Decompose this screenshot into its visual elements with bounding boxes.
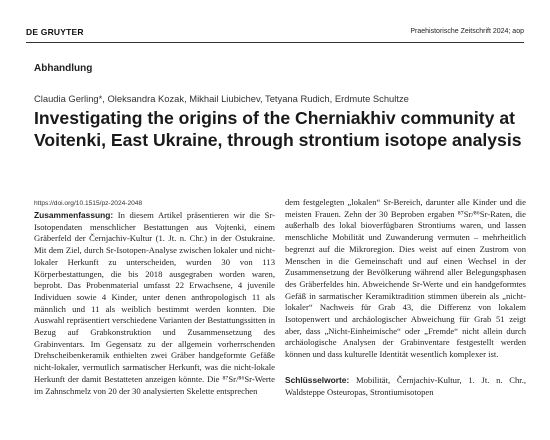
article-section: Abhandlung: [34, 63, 93, 74]
article-title: Investigating the origins of the Cherniakhiv community at Voitenki, East Ukraine, through strontium isotope analysis: [34, 108, 522, 150]
keywords-block: [285, 375, 526, 398]
abstract-column-right: [285, 197, 526, 398]
page-header: [26, 27, 524, 41]
author-list: Claudia Gerling*, Oleksandra Kozak, Mikhail Liubichev, Tetyana Rudich, Erdmute Schultze: [34, 93, 409, 104]
abstract-column-left: [34, 210, 275, 397]
publisher-name: DE GRUYTER: [26, 27, 84, 37]
doi-link[interactable]: https://doi.org/10.1515/pz-2024-2048: [34, 200, 143, 207]
abstract-text-left: In diesem Artikel präsentieren wir die Sr-Isotopendaten menschlicher Bestattungen aus Vojtenki, einem Gräberfeld der Černjachiv-Kultur (1. Jt. n. Chr.) in der Ostukraine. Mit dem Ziel, durch Sr-Isotopen-Analyse zwischen lokaler und nicht-lokaler Herkunft zu unterscheiden, wurden 30 von 113 Körperbestattungen, die bis 2018 ausgegraben worden waren, beprobt. Das Probenmaterial umfasst 22 Erwachsene, 4 juvenile Individuen sowie 4 Kinder, unter denen anthropologisch 11 als männlich und 11 als weiblich bestimmt werden konnten. Die Auswahl repräsentiert verschiedene Varianten der Bestattungssitten in Bezug auf Grabkonstruktion und Zusammensetzung des Grabinventars. Im Gegensatz zu der allgemein vorherrschenden Drehscheibenkeramik enthielten zwei Gräber handgeformte Gefäße nicht-lokaler, vermutlich sarmatischer Herkunft, was die nicht-lokale Herkunft der damit Bestatteten anzeigen könnte. Die ⁸⁷Sr/⁸⁶Sr-Werte im Zahnschmelz von 20 der 30 analysierten Skelette entsprechen: [34, 210, 275, 396]
header-rule: [26, 42, 524, 43]
abstract-text-right: dem festgelegten „lokalen“ Sr-Bereich, darunter alle Kinder und die meisten Frauen. Zehn der 30 Beproben ergaben ⁸⁷Sr/⁸⁶Sr-Raten, die außerhalb des lokal bioverfügbaren Strontiums waren, und lassen menschliche Mobilität und Zuwanderung vermuten – mehrheitlich begrenzt auf die Mikroregion. Dies weist auf einen Zustrom von Menschen in die Gemeinschaft und auf einen Wechsel in der Zusammensetzung der Bevölkerung während aller Belegungsphasen des Gräberfeldes hin. Abweichende Sr-Werte und ein handgeformtes Gefäß in sarmatischer Keramiktradition stimmen überein als „nicht-lokaler“ Nachweis für Grab 43, die Differenz von lokalem Isotopenwert und archäologischer Abweichung für Grab 51 zeigt aber, dass „Nicht-Einheimische“ oder „Fremde“ nicht allein durch archäologische Analysen der Grabinventare festgestellt werden können und dass kulturelle Identität wesentlich komplexer ist.: [285, 197, 526, 360]
keywords-text: Mobilität, Černjachiv-Kultur, 1. Jt. n. Chr., Waldsteppe Osteuropas, Strontiumisotopen: [285, 374, 526, 397]
abstract-label: Zusammenfassung:: [34, 210, 114, 220]
journal-citation: Praehistorische Zeitschrift 2024; aop: [410, 28, 524, 35]
keywords-label: Schlüsselworte:: [285, 374, 350, 385]
